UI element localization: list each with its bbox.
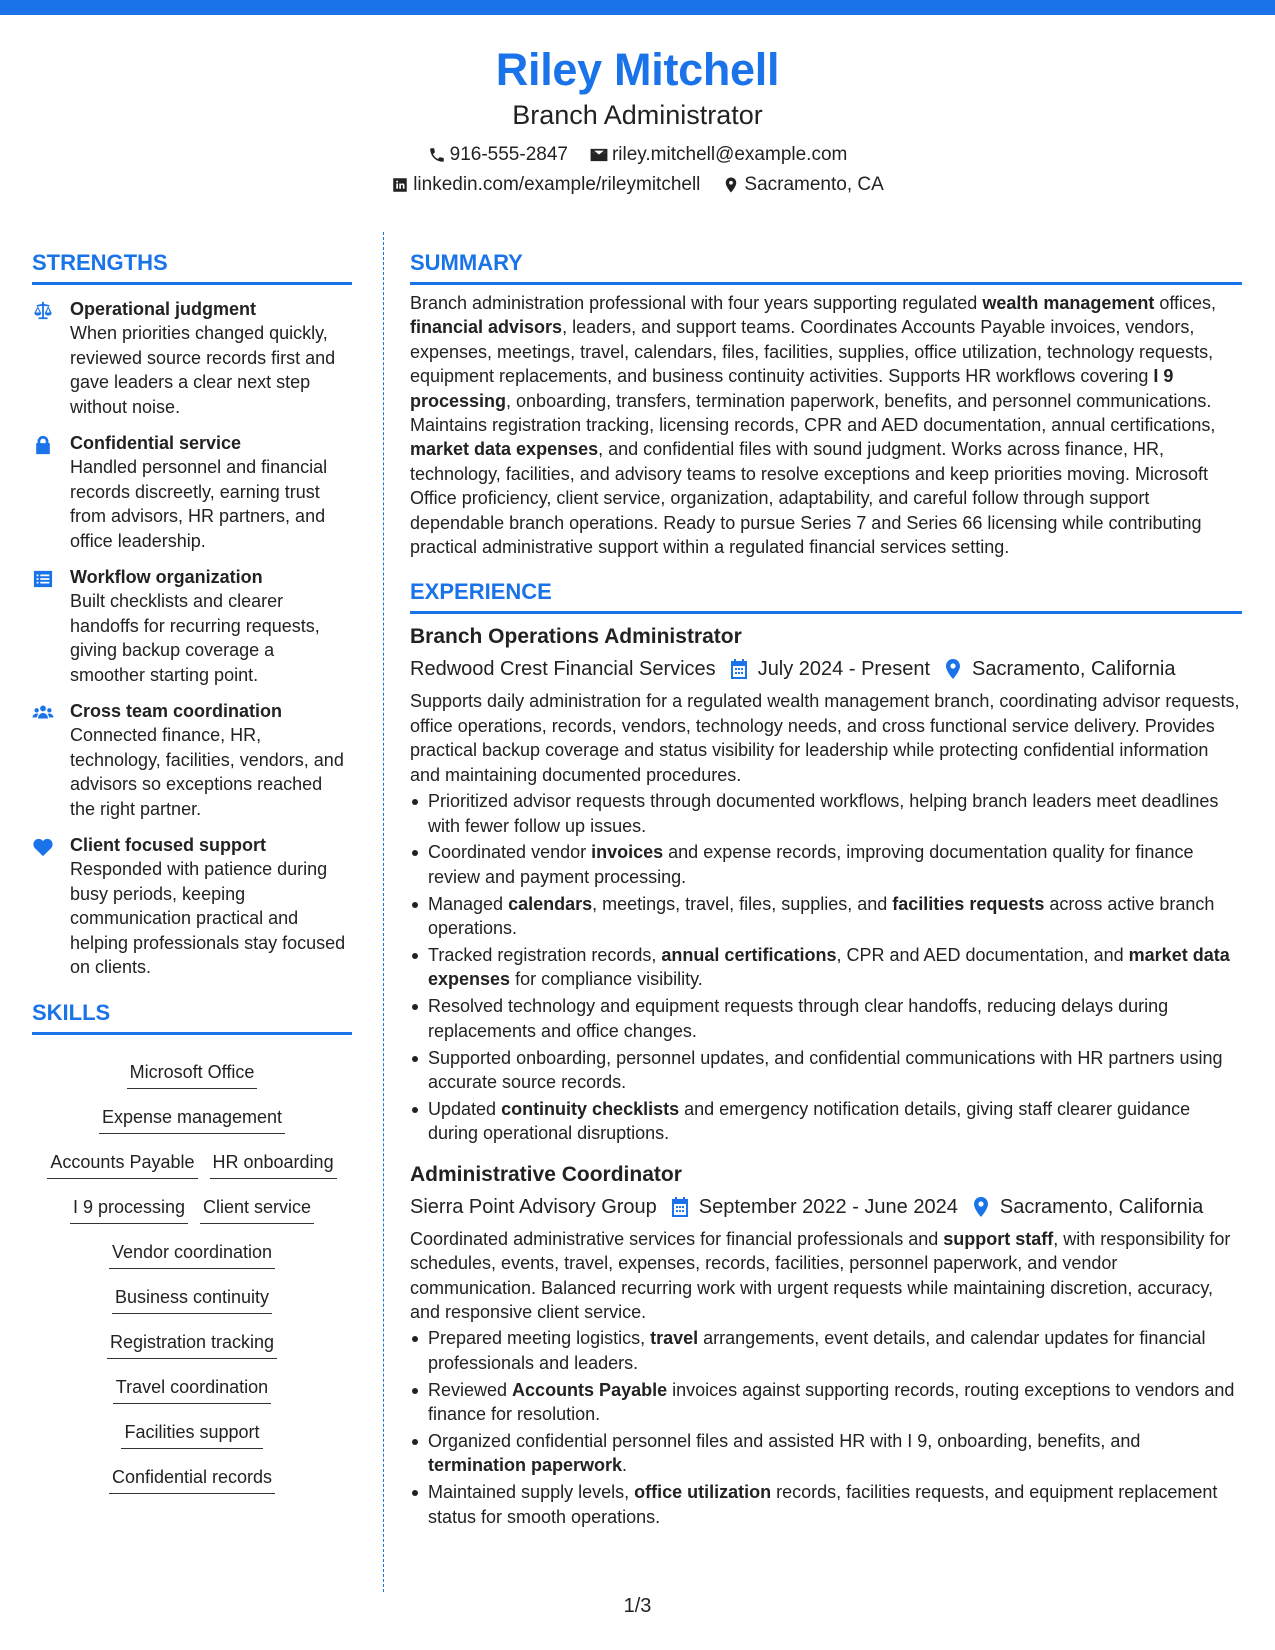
bullet-item (410, 994, 1242, 1043)
linkedin-icon (391, 176, 409, 194)
emphasis-text: continuity checklists (501, 1098, 680, 1119)
strength-desc: Handled personnel and financial records discreetly, earning trust from advisors, HR partners, and office leadership. (70, 457, 328, 551)
emphasis-text: Accounts Payable (512, 1379, 668, 1400)
text-segment: Supported onboarding, personnel updates, and confidential communications with HR partners using accurate source records. (428, 1047, 1223, 1093)
summary-heading: SUMMARY (410, 248, 1242, 285)
text-segment: . (622, 1455, 628, 1476)
calendar-icon (670, 1196, 690, 1218)
skill-tag: Facilities support (121, 1420, 262, 1449)
text-segment: Resolved technology and equipment requests through clear handoffs, reducing delays during replacements and office changes. (428, 996, 1169, 1041)
contact-row-1 (0, 140, 1275, 170)
text-segment: Coordinated administrative services for financial professionals and (410, 1228, 944, 1249)
summary-text (410, 291, 1242, 559)
phone-icon (428, 146, 446, 164)
skill-tag: Confidential records (109, 1465, 275, 1494)
job-bullets (410, 789, 1242, 1146)
candidate-name: Riley Mitchell (495, 44, 780, 95)
job-dates: July 2024 - Present (757, 658, 931, 681)
text-segment: Branch administration professional with four years supporting regulated (410, 293, 983, 313)
text-segment: offices, (1154, 293, 1217, 313)
emphasis-text: calendars (508, 893, 593, 914)
skill-tag: Microsoft Office (127, 1060, 258, 1089)
job-meta (410, 654, 1242, 684)
heart-icon (32, 837, 54, 857)
job-entry (410, 622, 1242, 1145)
emphasis-text: annual certifications (661, 945, 837, 966)
text-segment: Prioritized advisor requests through documented workflows, helping branch leaders meet deadlines with fewer follow up issues. (428, 791, 1219, 836)
strength-item (32, 297, 352, 419)
skill-tag: HR onboarding (210, 1150, 337, 1179)
strength-desc: Built checklists and clearer handoffs for recurring requests, giving backup coverage a smoother starting point. (70, 591, 320, 685)
strength-item (32, 565, 352, 687)
emphasis-text: I 9 processing (410, 366, 1174, 411)
bullet-item (410, 1480, 1242, 1529)
left-column (32, 248, 352, 1501)
emphasis-text: market data expenses (410, 439, 599, 460)
calendar-icon (729, 658, 749, 680)
candidate-role: Branch Administrator (512, 100, 763, 130)
skill-tag: Registration tracking (107, 1330, 277, 1359)
page-number: 1/3 (623, 1595, 652, 1617)
skill-tag: I 9 processing (70, 1195, 188, 1224)
job-title: Branch Operations Administrator (410, 625, 742, 649)
text-segment: , onboarding, transfers, termination paperwork, benefits, and personnel communications. Maintains registration tracking, licensing records, CPR and AED documentation, annual certifications, (410, 390, 1216, 436)
linkedin-contact[interactable] (391, 170, 700, 200)
text-segment: Managed (428, 893, 509, 914)
skill-tag: Accounts Payable (47, 1150, 197, 1179)
text-segment: Organized confidential personnel files and assisted HR with I 9, onboarding, benefits, and (428, 1431, 1141, 1452)
strength-title: Operational judgment (70, 299, 257, 319)
bullet-item (410, 1046, 1242, 1095)
location-contact (722, 170, 883, 200)
skill-tag: Client service (200, 1195, 314, 1224)
bullet-item (410, 1429, 1242, 1478)
text-segment: , with responsibility for schedules, events, travel, expenses, records, facilities, personnel paperwork, and vendor communication. Balanced recurring work with urgent requests while maintaining discretion, accuracy, and responsive client service. (410, 1228, 1231, 1322)
strengths-heading: STRENGTHS (32, 248, 352, 285)
skills-list (32, 1051, 352, 1501)
text-segment: Prepared meeting logistics, (428, 1328, 651, 1349)
scale-icon (32, 301, 54, 321)
strength-title: Client focused support (70, 835, 267, 855)
text-segment: , CPR and AED documentation, and (836, 945, 1129, 966)
emphasis-text: market data expenses (428, 945, 1230, 990)
text-segment: , and confidential files with sound judgment. Works across finance, HR, technology, facilities, and advisory teams to resolve exceptions and keep priorities moving. Microsoft Office proficiency, client service, organization, adaptability, and careful follow through support dependable branch operations. Ready to pursue Series 7 and Series 66 licensing while contributing practical administrative support within a regulated financial services setting. (410, 439, 1209, 558)
text-segment: Coordinated vendor (428, 842, 592, 863)
emphasis-text: financial advisors (410, 317, 563, 338)
job-entry (410, 1160, 1242, 1529)
job-meta (410, 1192, 1242, 1222)
job-company: Redwood Crest Financial Services (410, 658, 716, 681)
job-description: Supports daily administration for a regulated wealth management branch, coordinating advisor requests, office operations, records, vendors, technology needs, and cross functional service delivery. Provides practical backup coverage and status visibility for leadership while protecting confidential information and maintaining documented procedures. (410, 691, 1240, 785)
list-icon (32, 569, 54, 589)
job-location: Sacramento, California (999, 1195, 1204, 1218)
strength-title: Confidential service (70, 433, 242, 453)
phone-contact (428, 140, 568, 170)
text-segment: Updated (428, 1098, 502, 1119)
text-segment: Reviewed (428, 1379, 513, 1400)
job-dates: September 2022 - June 2024 (698, 1195, 958, 1218)
bullet-item (410, 943, 1242, 992)
bullet-item (410, 1097, 1242, 1146)
text-segment: , meetings, travel, files, supplies, and (592, 893, 893, 914)
users-icon (32, 703, 54, 723)
strength-title: Cross team coordination (70, 701, 283, 721)
linkedin-text[interactable]: linkedin.com/example/rileymitchell (413, 174, 701, 195)
job-description (410, 1227, 1242, 1325)
bullet-item (410, 892, 1242, 941)
emphasis-text: wealth management (982, 293, 1155, 313)
strength-item (32, 431, 352, 553)
emphasis-text: office utilization (634, 1482, 772, 1503)
skill-tag: Travel coordination (113, 1375, 271, 1404)
skill-tag: Vendor coordination (109, 1240, 275, 1269)
email-contact[interactable] (590, 140, 847, 170)
strength-desc: When priorities changed quickly, reviewed source records first and gave leaders a clear next step without noise. (70, 323, 336, 417)
top-accent-bar (0, 0, 1275, 15)
skills-heading: SKILLS (32, 998, 352, 1035)
text-segment: for compliance visibility. (510, 969, 703, 990)
experience-section (410, 577, 1242, 1529)
experience-heading: EXPERIENCE (410, 577, 1242, 614)
text-segment: arrangements, event details, and calendar updates for financial professionals and leaders. (428, 1328, 1206, 1373)
emphasis-text: invoices (591, 842, 664, 863)
resume-header (0, 42, 1275, 200)
emphasis-text: travel (650, 1328, 699, 1349)
strength-title: Workflow organization (70, 567, 263, 587)
column-divider (383, 232, 384, 1592)
text-segment: invoices against supporting records, routing exceptions to vendors and finance for resolution. (428, 1379, 1235, 1425)
skill-tag: Business continuity (112, 1285, 272, 1314)
strength-item (32, 699, 352, 821)
text-segment: Maintained supply levels, (428, 1482, 635, 1503)
skill-tag: Expense management (99, 1105, 285, 1134)
text-segment: , leaders, and support teams. Coordinates Accounts Payable invoices, vendors, expenses, meetings, travel, calendars, files, facilities, supplies, office utilization, technology requests, equipment replacements, and business continuity activities. Supports HR workflows covering (410, 317, 1214, 387)
text-segment: across active branch operations. (428, 893, 1215, 939)
strength-desc: Responded with patience during busy periods, keeping communication practical and helping professionals stay focused on clients. (70, 859, 346, 977)
text-segment: Tracked registration records, (428, 945, 662, 966)
phone-text: 916-555-2847 (449, 144, 568, 165)
bullet-item (410, 1378, 1242, 1427)
contact-row-2 (0, 170, 1275, 200)
map-pin-icon (971, 1196, 991, 1218)
strength-desc: Connected finance, HR, technology, facilities, vendors, and advisors so exceptions reached the right partner. (70, 725, 344, 819)
skills-section (32, 998, 352, 1501)
job-company: Sierra Point Advisory Group (410, 1195, 657, 1218)
emphasis-text: termination paperwork (428, 1455, 623, 1476)
job-title: Administrative Coordinator (410, 1162, 682, 1186)
emphasis-text: support staff (943, 1228, 1054, 1249)
strength-item (32, 833, 352, 980)
text-segment: records, facilities requests, and equipment replacement status for smooth operations. (428, 1482, 1218, 1527)
right-column (410, 248, 1242, 1532)
bullet-item (410, 789, 1242, 838)
email-text[interactable]: riley.mitchell@example.com (611, 144, 848, 165)
map-pin-icon (722, 176, 740, 194)
text-segment: and expense records, improving documentation quality for finance review and payment processing. (428, 842, 1194, 887)
location-text: Sacramento, CA (744, 174, 884, 195)
job-location: Sacramento, California (972, 658, 1176, 681)
map-pin-icon (943, 658, 963, 680)
bullet-item (410, 1326, 1242, 1375)
job-bullets (410, 1326, 1242, 1529)
envelope-icon (590, 146, 608, 164)
text-segment: and emergency notification details, giving staff clearer guidance during operational disruptions. (428, 1098, 1191, 1144)
bullet-item (410, 840, 1242, 889)
lock-icon (32, 435, 54, 455)
emphasis-text: facilities requests (892, 893, 1045, 914)
